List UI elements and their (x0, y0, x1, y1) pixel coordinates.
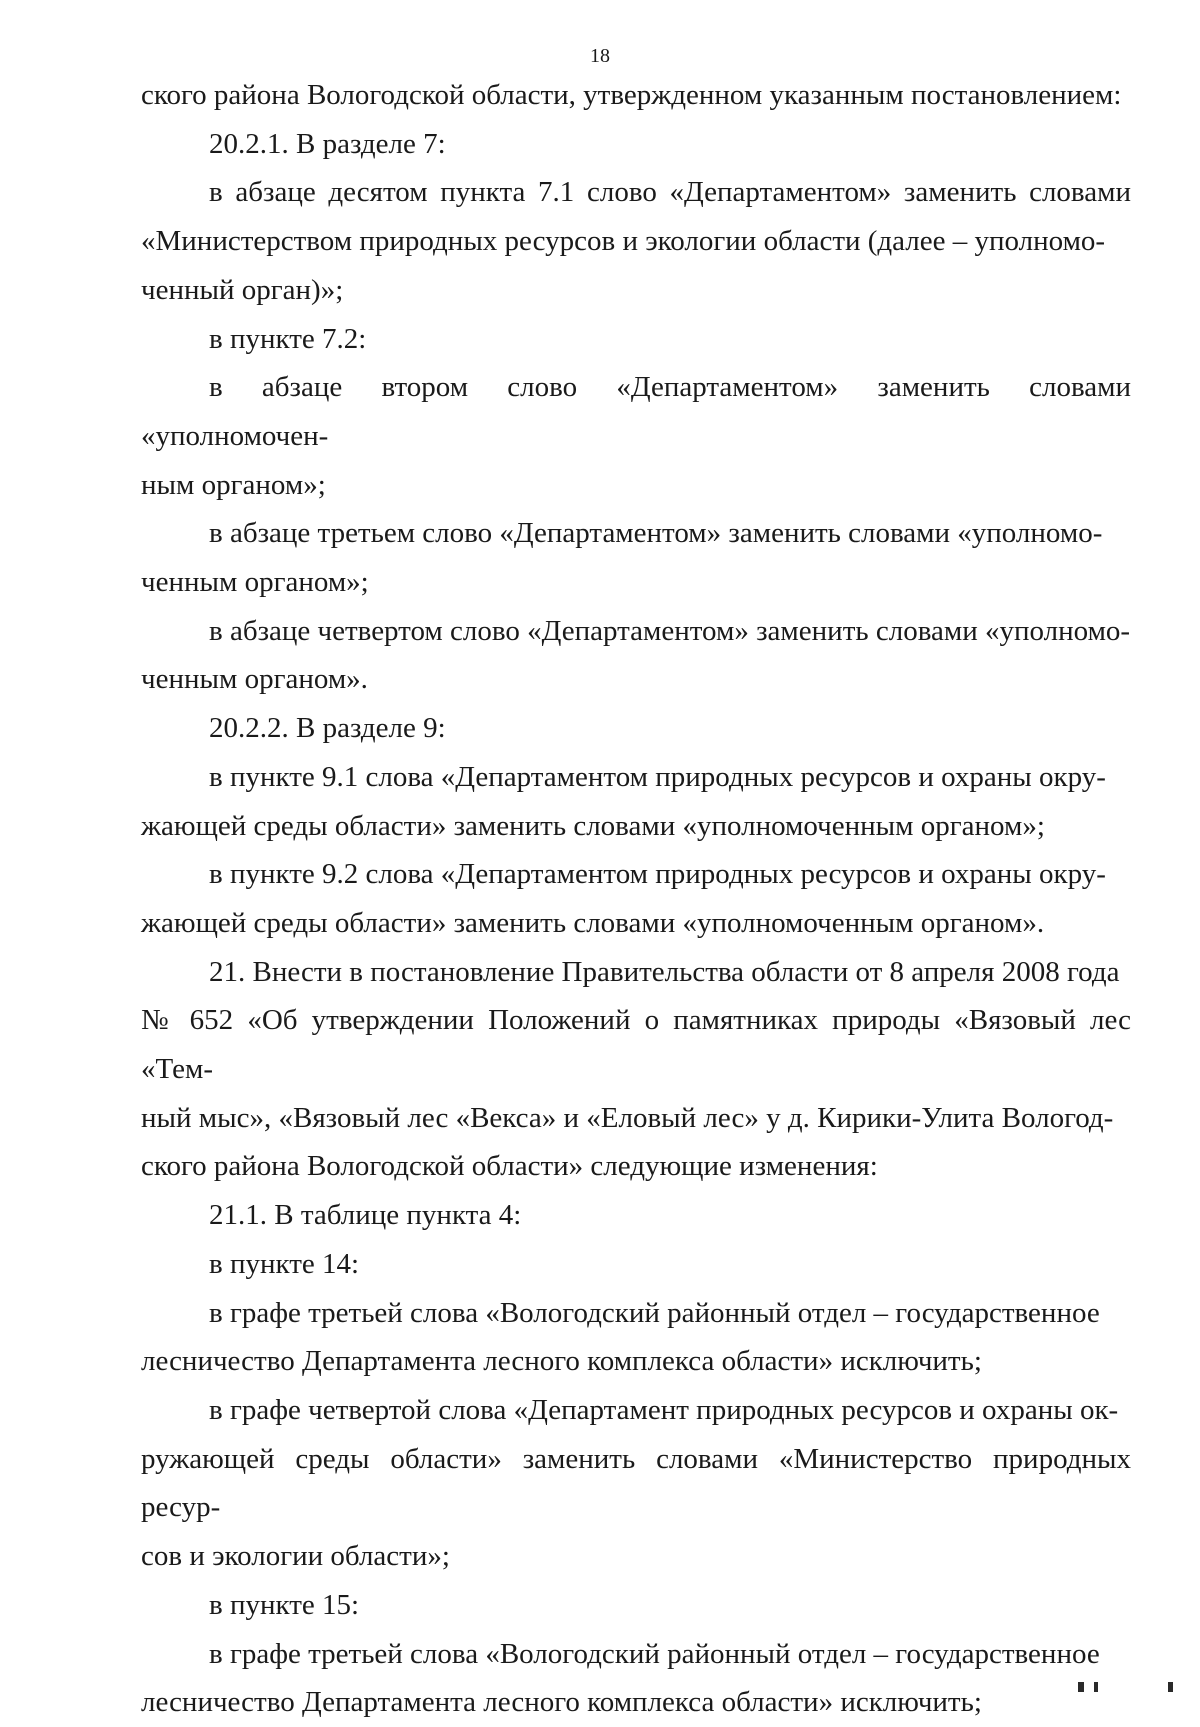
paragraph-section-heading (141, 1191, 1131, 1240)
paragraph-amendment (141, 509, 1131, 606)
text-line: в графе третьей слова «Вологодский районный отдел – государственное (209, 1637, 1100, 1670)
text-line: ского района Вологодской области» следующие изменения: (141, 1150, 878, 1183)
paragraph-section-heading (141, 704, 1131, 753)
text-line: в пункте 15: (209, 1588, 360, 1621)
paragraph-continuation (141, 71, 1131, 120)
text-line: ченным органом». (141, 663, 368, 696)
paragraph-amendment (141, 607, 1131, 704)
text-line: ченный орган)»; (141, 273, 344, 306)
text-line: «Министерством природных ресурсов и экологии области (далее – уполномо- (141, 225, 1106, 258)
text-line: в пункте 9.1 слова «Департаментом природных ресурсов и охраны окру- (209, 760, 1106, 793)
paragraph-amendment (141, 1289, 1131, 1386)
text-line: жающей среды области» заменить словами «уполномоченным органом»; (141, 809, 1045, 842)
text-line: в пункте 7.2: (209, 322, 367, 355)
text-line: в абзаце четвертом слово «Департаментом» заменить словами «уполномо- (209, 614, 1131, 647)
text-line: жающей среды области» заменить словами «уполномоченным органом». (141, 906, 1045, 939)
text-line: ружающей среды области» заменить словами «Министерство природных ресур- (141, 1442, 1131, 1524)
paragraph-item-21 (141, 948, 1131, 1192)
text-line: ченным органом»; (141, 566, 369, 599)
text-line: 20.2.1. В разделе 7: (209, 127, 446, 160)
text-line: 21.1. В таблице пункта 4: (209, 1199, 522, 1232)
text-line: в абзаце втором слово «Департаментом» заменить словами «уполномочен- (141, 371, 1131, 452)
text-line: лесничество Департамента лесного комплекса области» исключить; (141, 1345, 982, 1378)
page-number: 18 (590, 45, 610, 67)
paragraph-amendment (141, 1630, 1131, 1727)
text-line: сов и экологии области»; (141, 1540, 450, 1573)
text-line: в пункте 14: (209, 1247, 360, 1280)
text-line: в графе четвертой слова «Департамент природных ресурсов и охраны ок- (209, 1393, 1119, 1426)
paragraph-subitem (141, 315, 1131, 364)
text-line: ского района Вологодской области, утвержденном указанным постановлением: (141, 79, 1122, 111)
paragraph-section-heading (141, 120, 1131, 169)
paragraph-amendment (141, 168, 1131, 314)
scan-edge-mark (1078, 1682, 1084, 1692)
text-line: ным органом»; (141, 468, 326, 501)
paragraph-amendment (141, 850, 1131, 947)
text-line: 20.2.2. В разделе 9: (209, 712, 446, 745)
text-line: № 652 «Об утверждении Положений о памятниках природы «Вязовый лес «Тем- (141, 1004, 1131, 1086)
text-line: ный мыс», «Вязовый лес «Векса» и «Еловый лес» у д. Кирики-Улита Вологод- (141, 1101, 1114, 1134)
scan-edge-mark (1168, 1682, 1173, 1692)
scan-edge-mark (1094, 1682, 1098, 1692)
paragraph-amendment (141, 1386, 1131, 1581)
text-line: лесничество Департамента лесного комплекса области» исключить; (141, 1686, 982, 1719)
text-line: в пункте 9.2 слова «Департаментом природных ресурсов и охраны окру- (209, 858, 1106, 891)
paragraph-amendment (141, 363, 1131, 509)
text-line: в графе третьей слова «Вологодский районный отдел – государственное (209, 1296, 1100, 1329)
document-body (141, 71, 1131, 1727)
paragraph-subitem (141, 1581, 1131, 1630)
text-line: 21. Внести в постановление Правительства области от 8 апреля 2008 года (209, 955, 1120, 988)
text-line: в абзаце третьем слово «Департаментом» заменить словами «уполномо- (209, 517, 1103, 550)
paragraph-subitem (141, 1240, 1131, 1289)
paragraph-amendment (141, 753, 1131, 850)
text-line: в абзаце десятом пункта 7.1 слово «Департаментом» заменить словами (209, 176, 1131, 209)
